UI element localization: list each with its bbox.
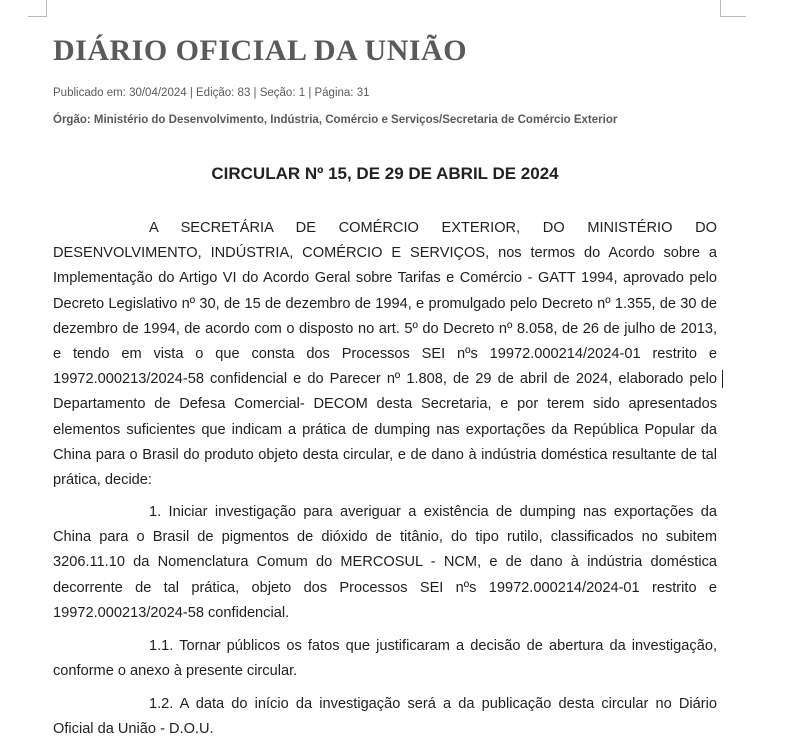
orgao-line bbox=[53, 114, 617, 126]
document-title: CIRCULAR Nº 15, DE 29 DE ABRIL DE 2024 bbox=[211, 164, 559, 183]
paragraph-item-1: 1. Iniciar investigação para averiguar a existência de dumping nas exportações da China para o Brasil de pigmentos de dióxido de titânio, do tipo rutilo, classificados no subitem 3206.11.10 da Nomenclatura Comum do MERCOSUL - NCM, e de dano à indústria doméstica decorrente de tal prática, objeto dos Processos SEI nºs 19972.000214/2024-01 restrito e 19972.000213/2024-58 confidencial. bbox=[53, 504, 717, 621]
crop-mark-left-horizontal bbox=[28, 16, 47, 17]
crop-mark-right-vertical bbox=[720, 0, 721, 17]
paragraph-preamble: A SECRETÁRIA DE COMÉRCIO EXTERIOR, DO MINISTÉRIO DO DESENVOLVIMENTO, INDÚSTRIA, COMÉRCIO E SERVIÇOS, nos termos do Acordo sobre a Implementação do Artigo VI do Acordo Geral sobre Tarifas e Comércio - GATT 1994, aprovado pelo Decreto Legislativo nº 30, de 15 de dezembro de 1994, e promulgado pelo Decreto nº 1.355, de 30 de dezembro de 1994, de acordo com o disposto no art. 5º do Decreto nº 8.058, de 26 de julho de 2013, e tendo em vista o que consta dos Processos SEI nºs 19972.000214/2024-01 restrito e 19972.000213/2024-58 confidencial e do Parecer nº 1.808, de 29 de abril de 2024, elaborado pelo Departamento de Defesa Comercial- DECOM desta Secretaria, e por terem sido apresentados elementos suficientes que indicam a prática de dumping nas exportações da República Popular da China para o Brasil do produto objeto desta circular, e de dano à indústria doméstica resultante de tal prática, decide: bbox=[53, 220, 717, 489]
crop-mark-right-horizontal bbox=[720, 16, 746, 17]
orgao-label: Órgão: bbox=[53, 114, 91, 126]
publication-title: DIÁRIO OFICIAL DA UNIÃO bbox=[53, 34, 468, 67]
orgao-value: Ministério do Desenvolvimento, Indústria, Comércio e Serviços/Secretaria de Comércio Exterior bbox=[93, 114, 618, 126]
publication-meta: Publicado em: 30/04/2024 | Edição: 83 | Seção: 1 | Página: 31 bbox=[53, 87, 370, 99]
crop-mark-left-vertical bbox=[46, 0, 47, 17]
paragraph-item-1-1: 1.1. Tornar públicos os fatos que justificaram a decisão de abertura da investigação, conforme o anexo à presente circular. bbox=[53, 638, 717, 680]
text-cursor bbox=[722, 370, 723, 388]
paragraph-item-1-2: 1.2. A data do início da investigação será a da publicação desta circular no Diário Oficial da União - D.O.U. bbox=[53, 696, 717, 738]
